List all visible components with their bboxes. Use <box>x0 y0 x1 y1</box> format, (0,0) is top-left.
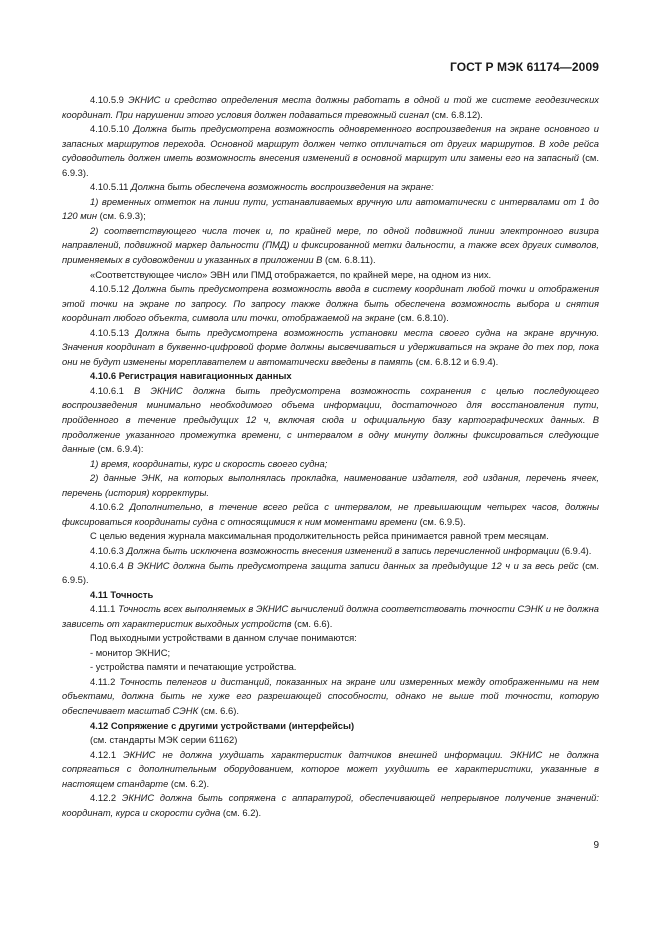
paragraph-num: 4.11.1 <box>90 603 116 615</box>
paragraph-num: 4.10.6 <box>90 370 117 382</box>
section-heading <box>62 369 599 384</box>
paragraph-num: 4.12.1 <box>90 748 117 760</box>
paragraph <box>62 791 599 820</box>
paragraph <box>62 122 599 180</box>
document-body <box>62 93 599 820</box>
paragraph <box>62 748 599 792</box>
paragraph <box>62 733 599 748</box>
paragraph-italic: 1) время, координаты, курс и скорость своего судна; <box>90 457 328 469</box>
paragraph <box>62 180 599 195</box>
paragraph-italic: 1) временных отметок на линии пути, устанавливаемых вручную или автоматически с интервалами от 1 до 120 мин <box>62 195 599 222</box>
paragraph-italic: В ЭКНИС должна быть предусмотрена защита записи данных за предыдущие 12 ч и за весь рейс <box>127 559 579 571</box>
paragraph-plain: Под выходными устройствами в данном случае понимаются: <box>90 632 357 644</box>
paragraph-plain: (см. 6.8.12). <box>431 108 483 120</box>
paragraph-plain: (6.9.4). <box>561 544 592 556</box>
paragraph-italic: Дополнительно, в течение всего рейса с интервалом, не превышающим четырех часов, должны фиксироваться координаты судна с относящимися к ним моментами времени <box>62 501 599 527</box>
paragraph-num: 4.12.2 <box>90 792 117 804</box>
paragraph <box>62 326 599 370</box>
section-heading <box>62 719 599 734</box>
paragraph <box>62 646 599 661</box>
paragraph-italic: В ЭКНИС должна быть предусмотрена возможность сохранения с целью последующего воспроизведения минимально необходимого объема информации, достаточного для восстановления пути, пройденного в течение предыдущих 12 ч, включая сюда и официальную базу картографических данных. В продолжение указанного промежутка времени, с интервалом в одну минуту должны фиксироваться следующие данные <box>62 384 599 455</box>
paragraph-plain: (см. 6.6). <box>200 704 239 716</box>
paragraph-italic: ЭКНИС не должна ухудшать характеристик датчиков внешней информации. ЭКНИС не должна сопрягаться с дополнительным оборудованием, которое может ухудшить ее характеристики, указанные в настоящем стандарте <box>62 748 599 789</box>
paragraph-italic: ЭКНИС должна быть сопряжена с аппаратурой, обеспечивающей непрерывное получение значений: координат, курса и скорости судна <box>62 792 599 818</box>
paragraph-plain: (см. 6.8.11). <box>325 254 376 266</box>
paragraph <box>62 631 599 646</box>
paragraph-plain: (см. 6.8.10). <box>397 312 449 324</box>
paragraph-plain: (см. стандарты МЭК серии 61162) <box>90 734 238 746</box>
paragraph-plain: С целью ведения журнала максимальная продолжительность рейса принимается равной трем месяцам. <box>90 530 549 542</box>
paragraph-italic: Должна быть предусмотрена возможность установки места своего судна на экране вручную. Значения координат в буквенно-цифровой форме должны высвечиваться и удерживаться на экране до тех пор, пока они не будут изменены мореплавателем и автоматически введены в память <box>62 326 600 367</box>
paragraph-plain: (см. 6.2). <box>170 777 210 789</box>
paragraph-num: 4.10.5.11 <box>90 181 129 193</box>
paragraph <box>62 602 599 631</box>
paragraph-plain: «Соответствующее число» ЭВН или ПМД отображается, по крайней мере, на одном из них. <box>90 268 492 280</box>
paragraph <box>62 529 599 544</box>
paragraph-plain: (см. 6.9.3); <box>99 210 146 222</box>
paragraph-num: 4.10.5.13 <box>90 326 130 338</box>
paragraph-num: 4.10.5.10 <box>90 123 130 135</box>
paragraph-plain: Точность <box>110 588 154 600</box>
paragraph <box>62 660 599 675</box>
page-number: 9 <box>593 840 599 851</box>
paragraph-plain: Регистрация навигационных данных <box>118 370 292 382</box>
section-heading <box>62 588 599 603</box>
paragraph <box>62 384 599 457</box>
paragraph <box>62 195 599 224</box>
paragraph <box>62 268 599 283</box>
paragraph-num: 4.12 <box>90 719 109 731</box>
paragraph-italic: 2) данные ЭНК, на которых выполнялась прокладка, наименование издателя, год издания, перечень ячеек, перечень (история) корректуры. <box>62 472 599 498</box>
paragraph-italic: Должна быть обеспечена возможность воспроизведения на экране: <box>131 181 434 193</box>
paragraph-plain: (см. 6.2). <box>222 806 262 818</box>
paragraph-plain: Сопряжение с другими устройствами (интерфейсы) <box>110 719 355 731</box>
paragraph-num: 4.11 <box>90 588 108 600</box>
paragraph-italic: Точность пеленгов и дистанций, показанных на экране или измеренных между отображенными на нем объектами, должна быть не хуже его разрешающей способности, однако не выше той точности, которую обеспечивает масштаб СЭНК <box>62 675 599 716</box>
paragraph <box>62 544 599 559</box>
paragraph-num: 4.10.6.4 <box>90 559 124 571</box>
paragraph <box>62 675 599 719</box>
page-header: ГОСТ Р МЭК 61174—2009 <box>449 60 599 74</box>
paragraph-num: 4.11.2 <box>90 675 116 687</box>
paragraph-plain: - монитор ЭКНИС; <box>90 646 171 658</box>
paragraph-plain: (см. 6.6). <box>294 617 333 629</box>
paragraph-plain: - устройства памяти и печатающие устройства. <box>90 661 297 673</box>
paragraph-italic: Точность всех выполняемых в ЭКНИС вычислений должна соответствовать точности СЭНК и не должна зависеть от характеристик выходных устройств <box>62 603 599 629</box>
paragraph-plain: (см. 6.8.12 и 6.9.4). <box>415 355 499 367</box>
paragraph-italic: Должна быть исключена возможность внесения изменений в запись перечисленной информации <box>126 544 560 556</box>
paragraph-num: 4.10.5.12 <box>90 283 130 295</box>
paragraph <box>62 559 599 588</box>
paragraph <box>62 500 599 529</box>
paragraph-italic: ЭКНИС и средство определения места должны работать в одной и той же системе геодезических координат. При нарушении этого условия должен подаваться тревожный сигнал <box>62 94 599 120</box>
paragraph <box>62 282 599 326</box>
paragraph-num: 4.10.6.3 <box>90 544 124 556</box>
paragraph-num: 4.10.6.1 <box>90 384 124 396</box>
paragraph <box>62 457 599 472</box>
paragraph <box>62 93 599 122</box>
paragraph-num: 4.10.5.9 <box>90 94 124 105</box>
paragraph-italic: Должна быть предусмотрена возможность одновременного воспроизведения на экране основного и запасных маршрутов перехода. Основной маршрут должен четко отличаться от других маршрутов. В ходе рейса судоводитель должен иметь возможность внесения изменений в основной маршрут или замены его на запасный <box>62 123 599 164</box>
paragraph-italic: Должна быть предусмотрена возможность ввода в систему координат любой точки и отображения этой точки на экране по запросу. По запросу также должна быть обеспечена возможность выбора и снятия координат любого объекта, символа или точки, отображаемой на экране <box>62 283 599 324</box>
paragraph-italic: 2) соответствующего числа точек и, по крайней мере, по одной подвижной линии электронного визира направлений, подвижной маркер дальности (ПМД) и фиксированной метки дальности, а также всех других символов, применяемых в судовождении и указанных в приложении В <box>62 224 599 266</box>
paragraph <box>62 224 599 268</box>
paragraph-plain: (см. 6.9.5). <box>419 515 466 527</box>
paragraph-plain: (см. 6.9.3). <box>62 152 599 178</box>
paragraph-num: 4.10.6.2 <box>90 501 124 513</box>
paragraph <box>62 471 599 500</box>
paragraph-plain: (см. 6.9.4): <box>97 443 144 455</box>
paragraph-plain: (см. 6.9.5). <box>62 559 599 586</box>
